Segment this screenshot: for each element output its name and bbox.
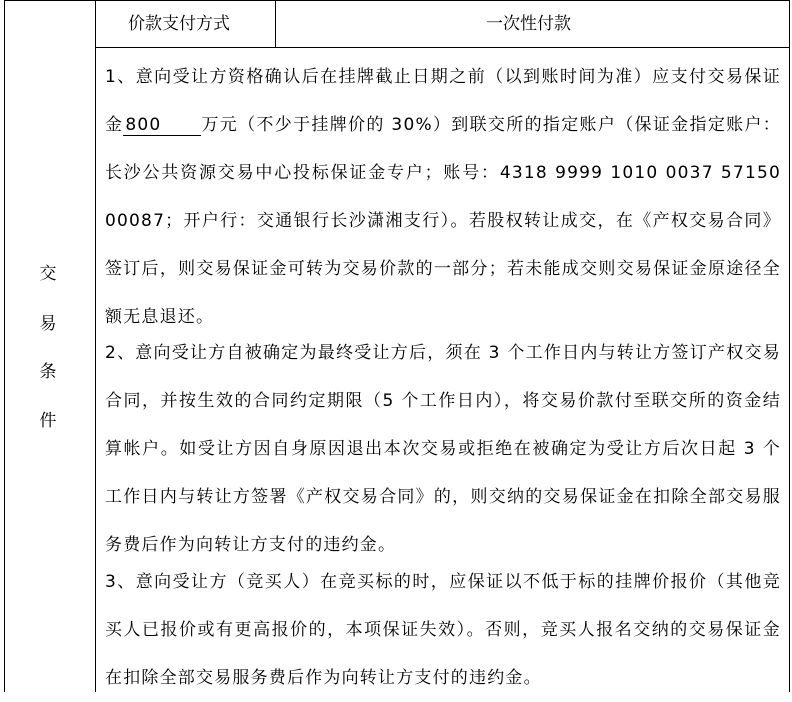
- column-divider: [95, 0, 96, 692]
- clause-1: [105, 53, 781, 341]
- side-label-char: 件: [39, 411, 57, 431]
- clause-1-text-a: 1、意向受让方资格确认后在挂牌截止日期之前（以到账时间为准）应支付交易保证金: [105, 67, 781, 135]
- payment-method-label: 价款支付方式: [128, 14, 230, 34]
- header-column-divider: [275, 0, 276, 48]
- side-label-char: 条: [39, 362, 57, 382]
- clause-2: 2、意向受让方自被确定为最终受让方后，须在 3 个工作日内与转让方签订产权交易合同，并按生效的合同约定期限（5 个工作日内），将交易价款付至联交所的资金结算帐户。如受让方因自身原因退出本次交易或拒绝在被确定为受让方后次日起 3 个工作日内与转让方签署《产权交易合同》的，则交纳的交易保证金在扣除全部交易服务费后作为向转让方支付的违约金。: [105, 343, 781, 555]
- header-row-divider: [95, 47, 790, 48]
- payment-method-value: 一次性付款: [486, 14, 571, 34]
- clause-1-text-b: 万元（不少于挂牌价的 30%）到联交所的指定账户（保证金指定账户：长沙公共资源交易中心投标保证金专户；账号：4318 9999 1010 0037 57150 00087；开户行：交通银行长沙潇湘支行）。若股权转让成交，在《产权交易合同》签订后，则交易保证金可转为交易价款的一部分；若未能成交则交易保证金原途径全额无息退还。: [105, 115, 781, 327]
- table-border-top: [4, 0, 790, 1]
- table-border-left: [4, 0, 5, 692]
- side-label-char: 易: [39, 314, 57, 334]
- table-border-right: [789, 0, 790, 692]
- clause-3: 3、意向受让方（竞买人）在竞买标的时，应保证以不低于标的挂牌价报价（其他竞买人已报价或有更高报价的，本项保证失效）。否则，竞买人报名交纳的交易保证金在扣除全部交易服务费后作为向转让方支付的违约金。: [105, 572, 781, 688]
- side-label-char: 交: [39, 264, 57, 284]
- deposit-amount: 800: [123, 115, 201, 136]
